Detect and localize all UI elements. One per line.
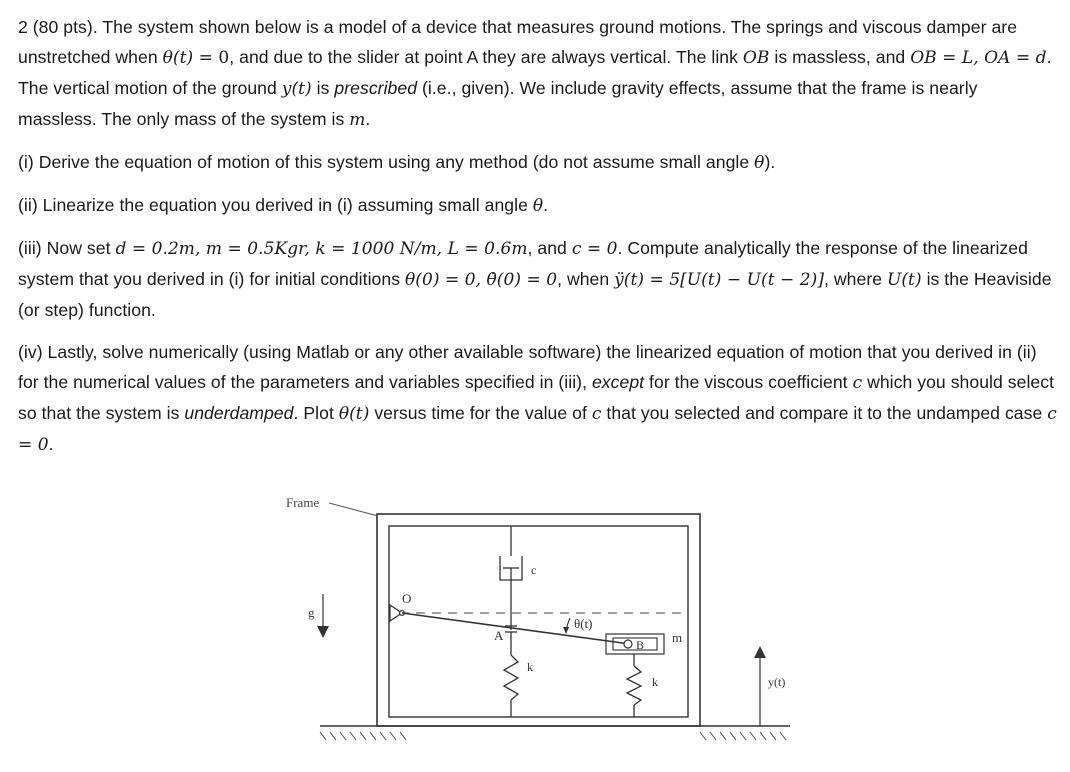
part-iv: (iv) Lastly, solve numerically (using Matlab or any other available software) the linearized equation of motion that you derived in (ii) for the numerical values of the parameters and variables specified in (iii), except for the viscous coefficient c which you should select so that the system is underdamped. Plot θ(t) versus time for the value of c that you selected and compare it to the undamped case c = 0. [18,342,1057,455]
spring-k-right [627,654,641,717]
angle-theta [563,618,570,634]
gravity-label: g [308,605,315,620]
frame-label: Frame [286,495,320,510]
ground-motion-label: y(t) [768,675,786,689]
frame-leader [329,503,378,516]
part-ii: (ii) Linearize the equation you derived in (i) assuming small angle θ. [18,195,549,216]
problem-intro: 2 (80 pts). The system shown below is a model of a device that measures ground motions. The springs and viscous damper are unstretched when θ(t) = 0, and due to the slider at point A they are always vertical. The link OB is massless, and OB = L, OA = d. The vertical motion of the ground y(t) is prescribed (i.e., given). We include gravity effects, assume that the frame is nearly massless. The only mass of the system is m. [18,17,1052,130]
spring-k-left-label: k [527,660,533,674]
ground [320,726,790,740]
damper-c [500,526,522,630]
damper-c-label: c [531,563,537,577]
spring-k-left [504,632,518,717]
mass-label: m [672,630,683,645]
slider-A-label: A [494,628,504,643]
theta-label: θ(t) [574,616,593,631]
frame [377,514,700,726]
point-B-label: B [636,638,645,652]
pivot-O-label: O [402,591,412,606]
link-OB [402,613,630,644]
spring-k-right-label: k [652,675,658,689]
mass-block [606,634,664,654]
part-i: (i) Derive the equation of motion of this system using any method (do not assume small angle θ). [18,152,776,173]
problem-header: 2 (80 pts). [18,17,98,37]
part-iii: (iii) Now set d = 0.2m, m = 0.5Kgr, k = 1000 N/m, L = 0.6m, and c = 0. Compute analytically the response of the linearized system that you derived in (i) for initial conditions θ(0) = 0, θ̇(0) = 0, when ÿ(t) = 5[U(t) − U(t − 2)], where U(t) is the Heaviside (or step) function. [18,238,1052,320]
